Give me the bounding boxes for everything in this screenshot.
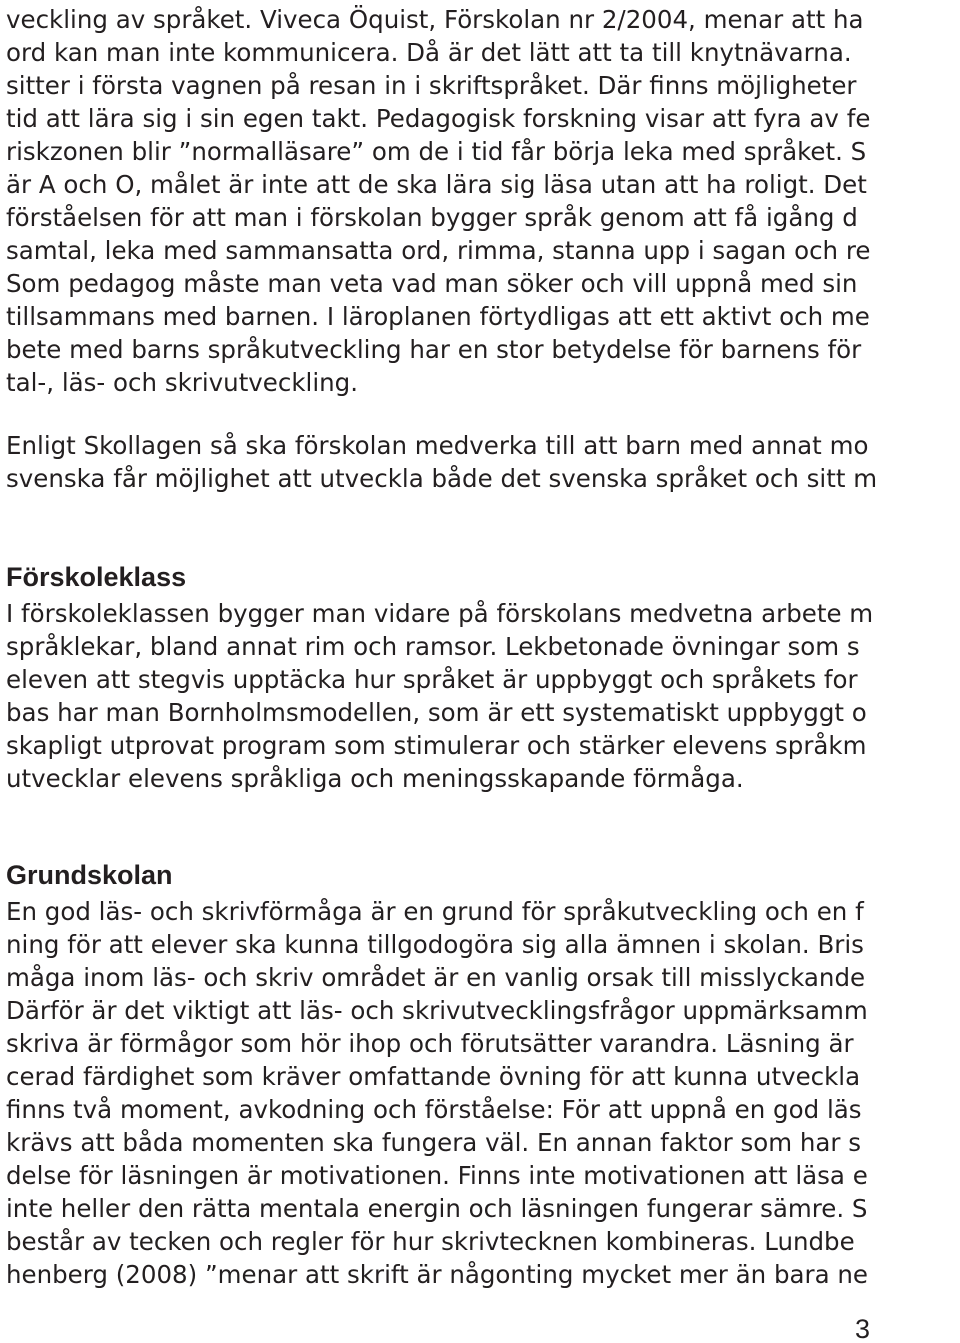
page-number: 3 (855, 1314, 871, 1343)
text-line: ning för att elever ska kunna tillgodogöra sig alla ämnen i skolan. Bris (6, 930, 864, 959)
text-line: tillsammans med barnen. I läroplanen förtydligas att ett aktivt och me (6, 302, 870, 331)
text-line: inte heller den rätta mentala energin och läsningen fungerar sämre. S (6, 1194, 868, 1223)
text-line: är A och O, målet är inte att de ska lära sig läsa utan att ha roligt. Det (6, 170, 867, 199)
paragraph-forskoleklass (6, 597, 873, 795)
text-line: krävs att båda momenten ska fungera väl. En annan faktor som har s (6, 1128, 862, 1157)
text-line: språklekar, bland annat rim och ramsor. Lekbetonade övningar som s (6, 632, 860, 661)
text-line: Därför är det viktigt att läs- och skrivutvecklingsfrågor uppmärksamm (6, 996, 868, 1025)
text-line: ord kan man inte kommunicera. Då är det lätt att ta till knytnävarna. (6, 38, 852, 67)
text-line: I förskoleklassen bygger man vidare på förskolans medvetna arbete m (6, 599, 874, 628)
text-line: bas har man Bornholmsmodellen, som är ett systematiskt uppbyggt o (6, 698, 867, 727)
section-heading-forskoleklass: Förskoleklass (6, 562, 187, 592)
text-line: förståelsen för att man i förskolan bygger språk genom att få igång d (6, 203, 858, 232)
text-line: bete med barns språkutveckling har en stor betydelse för barnens för (6, 335, 862, 364)
text-line: henberg (2008) ”menar att skrift är någonting mycket mer än bara ne (6, 1260, 869, 1289)
text-line: tid att lära sig i sin egen takt. Pedagogisk forskning visar att fyra av fe (6, 104, 871, 133)
text-line: riskzonen blir ”normalläsare” om de i tid får börja leka med språket. S (6, 137, 867, 166)
text-line: cerad färdighet som kräver omfattande övning för att kunna utveckla (6, 1062, 861, 1091)
paragraph-skollagen (6, 429, 877, 495)
paragraph-grundskolan (6, 895, 868, 1291)
text-line: eleven att stegvis upptäcka hur språket är uppbyggt och språkets for (6, 665, 858, 694)
text-line: samtal, leka med sammansatta ord, rimma, stanna upp i sagan och re (6, 236, 871, 265)
text-line: sitter i första vagnen på resan in i skriftspråket. Där finns möjligheter (6, 71, 857, 100)
text-line: veckling av språket. Viveca Öquist, Förskolan nr 2/2004, menar att ha (6, 5, 864, 34)
section-heading-grundskolan: Grundskolan (6, 860, 173, 890)
text-line: består av tecken och regler för hur skrivtecknen kombineras. Lundbe (6, 1227, 855, 1256)
text-line: skriva är förmågor som hör ihop och förutsätter varandra. Läsning är (6, 1029, 854, 1058)
text-line: delse för läsningen är motivationen. Finns inte motivationen att läsa e (6, 1161, 868, 1190)
paragraph-intro (6, 3, 870, 399)
text-line: finns två moment, avkodning och förståelse: För att uppnå en god läs (6, 1095, 862, 1124)
text-line: utvecklar elevens språkliga och meningsskapande förmåga. (6, 764, 744, 793)
text-line: En god läs- och skrivförmåga är en grund för språkutveckling och en f (6, 897, 864, 926)
text-line: Som pedagog måste man veta vad man söker och vill uppnå med sin (6, 269, 858, 298)
text-line: tal-, läs- och skrivutveckling. (6, 368, 359, 397)
text-line: skapligt utprovat program som stimulerar och stärker elevens språkm (6, 731, 867, 760)
text-line: svenska får möjlighet att utveckla både det svenska språket och sitt m (6, 464, 878, 493)
text-line: Enligt Skollagen så ska förskolan medverka till att barn med annat mo (6, 431, 869, 460)
text-line: måga inom läs- och skriv området är en vanlig orsak till misslyckande (6, 963, 866, 992)
